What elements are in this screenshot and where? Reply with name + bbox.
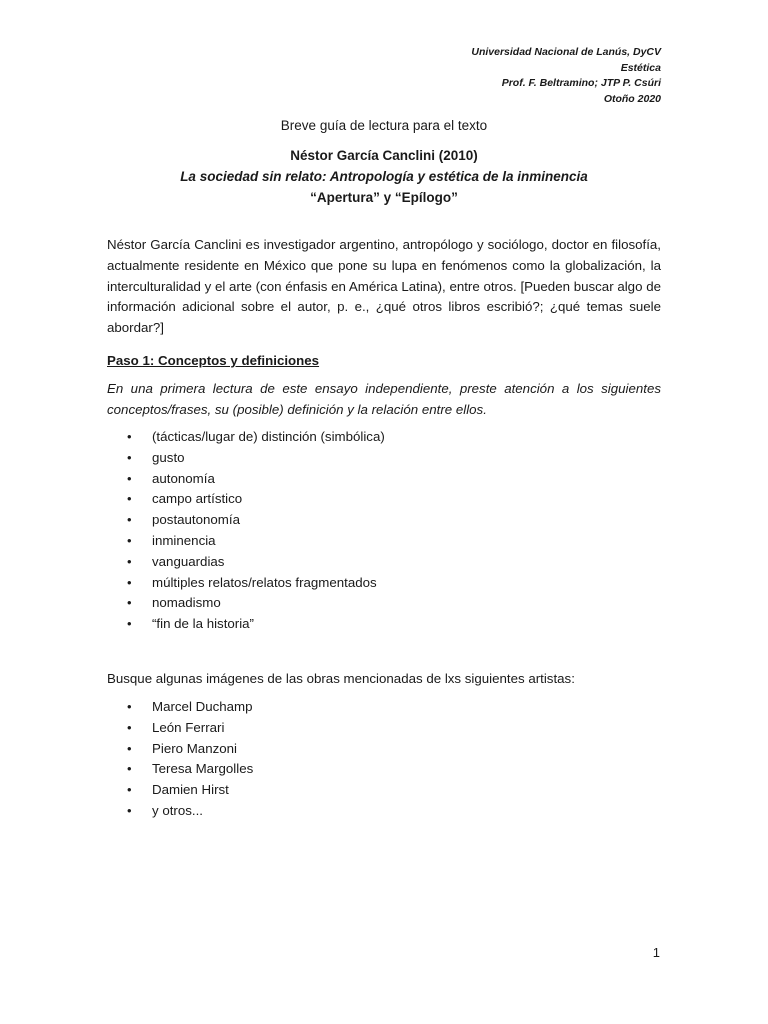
header-professors: Prof. F. Beltramino; JTP P. Csúri (501, 77, 661, 89)
list-item (127, 739, 253, 760)
guide-intro: Breve guía de lectura para el texto (280, 118, 488, 133)
step1-description: En una primera lectura de este ensayo independiente, preste atención a los siguientes conceptos/frases, su (posible) definición y la relación entre ellos. (107, 381, 661, 417)
artist-name: Marcel Duchamp (152, 699, 253, 714)
bullet-icon: • (127, 553, 132, 569)
artists-intro: Busque algunas imágenes de las obras mencionadas de lxs siguientes artistas: (107, 671, 575, 686)
concept-label: nomadismo (152, 595, 221, 611)
concept-label: campo artístico (152, 491, 243, 507)
bullet-icon: • (127, 574, 132, 590)
bullet-icon: • (127, 699, 132, 714)
list-item (127, 510, 385, 531)
concept-label: múltiples relatos/relatos fragmentados (152, 574, 377, 590)
page-number: 1 (652, 945, 660, 960)
list-item (127, 697, 253, 718)
artist-name: León Ferrari (152, 719, 225, 735)
bullet-icon: • (127, 761, 132, 777)
list-item (127, 489, 385, 510)
concept-label: gusto (152, 449, 185, 465)
header-term: Otoño 2020 (603, 92, 661, 105)
step1-title: Paso 1: Conceptos y definiciones (107, 353, 320, 368)
bullet-icon: • (127, 429, 132, 444)
header-subject: Estética (620, 61, 661, 74)
list-item (127, 780, 253, 801)
bullet-icon: • (127, 595, 132, 611)
concept-label: vanguardias (152, 553, 225, 569)
bullet-icon: • (127, 512, 132, 528)
bullet-icon: • (127, 470, 132, 486)
list-item (127, 614, 385, 635)
concept-label: autonomía (152, 470, 215, 486)
bullet-icon: • (127, 491, 132, 507)
list-item (127, 448, 385, 469)
bullet-icon: • (127, 802, 132, 818)
intro-paragraph: Néstor García Canclini es investigador argentino, antropólogo y sociólogo, doctor en filosofía, actualmente residente en México que pone su lupa en fenómenos como la globalización, la interculturalidad y el arte (con énfasis en América Latina), entre otros. [Pueden buscar algo de información adicional sobre el autor, p. e., ¿qué otros libros escribió?; ¿qué temas suele abordar?] (107, 237, 661, 336)
course-header (471, 45, 661, 107)
bullet-icon: • (127, 616, 132, 632)
list-item (127, 718, 253, 739)
concept-label: inminencia (152, 532, 216, 548)
bullet-icon: • (127, 532, 132, 548)
list-item (127, 573, 385, 594)
book-title: La sociedad sin relato: Antropología y estética de la inminencia (180, 169, 588, 184)
concept-label: “fin de la historia” (152, 616, 254, 632)
list-item (127, 427, 385, 448)
concept-label: (tácticas/lugar de) distinción (simbólica) (152, 429, 385, 444)
list-item (127, 593, 385, 614)
list-item (127, 801, 253, 822)
artist-name: Damien Hirst (152, 782, 229, 798)
artist-name: y otros... (152, 802, 203, 818)
list-item (127, 759, 253, 780)
bullet-icon: • (127, 449, 132, 465)
bullet-icon: • (127, 740, 132, 756)
author-line: Néstor García Canclini (2010) (290, 148, 478, 163)
list-item (127, 531, 385, 552)
list-item (127, 469, 385, 490)
bullet-icon: • (127, 719, 132, 735)
title-block (0, 145, 768, 208)
list-item (127, 552, 385, 573)
concept-label: postautonomía (152, 512, 240, 528)
bullet-icon: • (127, 782, 132, 798)
artist-name: Teresa Margolles (152, 761, 254, 777)
chapters-line: “Apertura” y “Epílogo” (310, 190, 458, 205)
artist-name: Piero Manzoni (152, 740, 237, 756)
header-university: Universidad Nacional de Lanús, DyCV (471, 46, 661, 58)
concept-list (127, 427, 385, 635)
artist-list (127, 697, 253, 822)
